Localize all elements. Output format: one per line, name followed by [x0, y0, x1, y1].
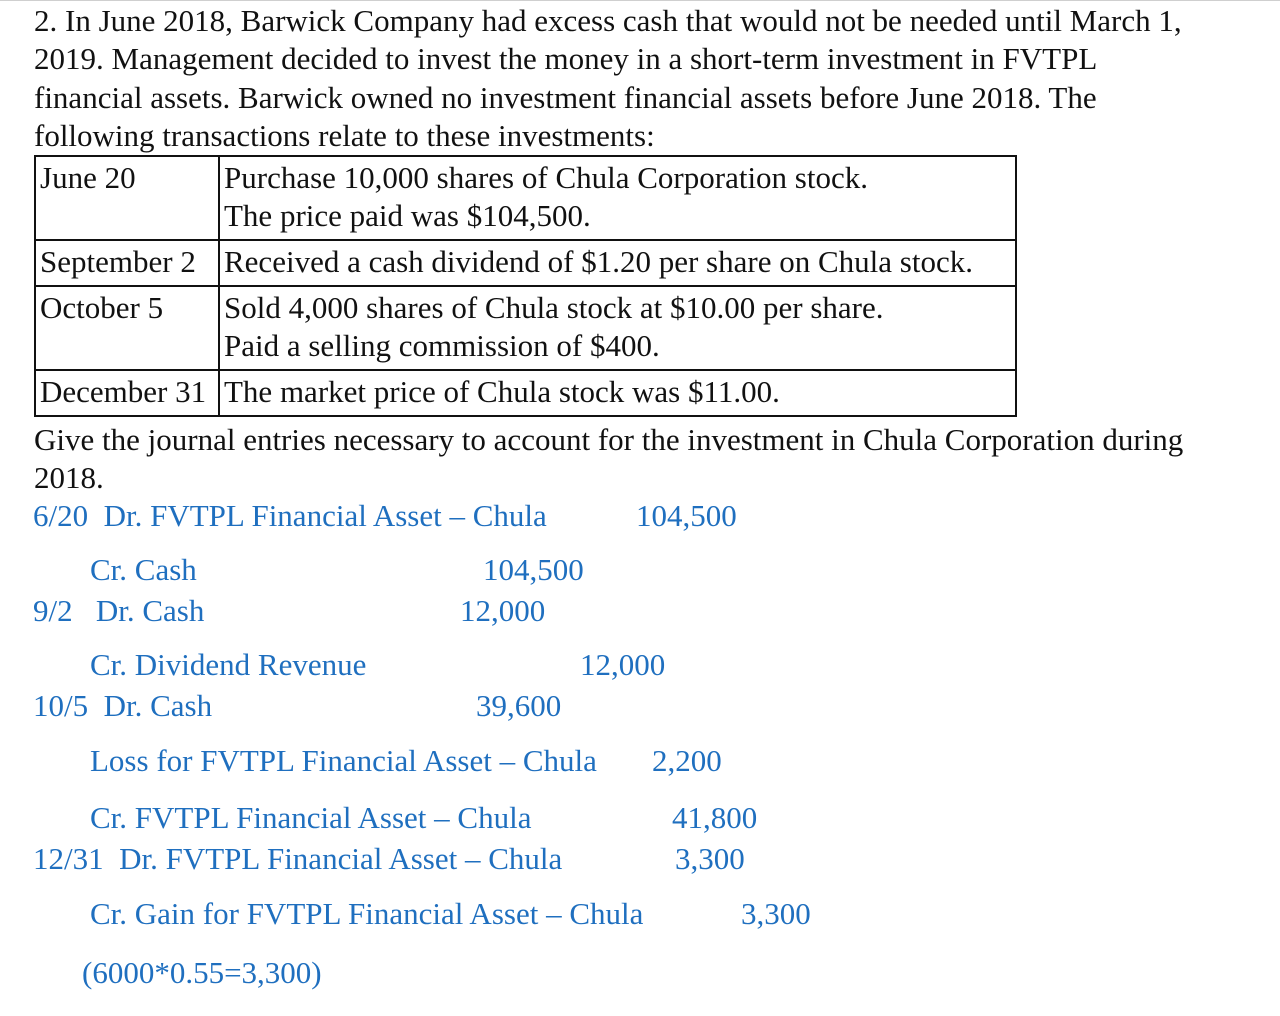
transaction-line: Sold 4,000 shares of Chula stock at $10.00 per share.: [224, 290, 884, 325]
entry-3-credit-amount: 41,800: [672, 800, 758, 835]
question-line-1: 2. In June 2018, Barwick Company had excess cash that would not be needed until March 1,: [34, 3, 1182, 38]
entry-1-debit: 6/20 Dr. FVTPL Financial Asset – Chula: [33, 498, 547, 533]
transaction-line: Paid a selling commission of $400.: [224, 328, 660, 363]
entry-4-debit-amount: 3,300: [675, 841, 745, 876]
entry-2-debit-amount: 12,000: [460, 593, 546, 628]
transaction-description: [219, 240, 1016, 286]
entry-3-debit-amount: 39,600: [476, 688, 562, 723]
question-line-2: 2019. Management decided to invest the money in a short-term investment in FVTPL: [34, 41, 1098, 76]
table-row: [35, 240, 1016, 286]
entry-3-debit: 10/5 Dr. Cash: [33, 688, 213, 723]
transaction-description: [219, 370, 1016, 416]
question-line-4: following transactions relate to these investments:: [34, 118, 655, 153]
entry-3-loss-amount: 2,200: [652, 743, 722, 778]
entry-2-debit: 9/2 Dr. Cash: [33, 593, 205, 628]
transaction-date: October 5: [35, 286, 219, 370]
transaction-line: Purchase 10,000 shares of Chula Corporation stock.: [224, 160, 868, 195]
transaction-line: The market price of Chula stock was $11.00.: [224, 374, 780, 409]
entry-4-credit: Cr. Gain for FVTPL Financial Asset – Chula: [90, 896, 644, 931]
transaction-description: [219, 156, 1016, 240]
entry-1-credit: Cr. Cash: [90, 552, 197, 587]
transaction-line: The price paid was $104,500.: [224, 198, 591, 233]
entry-2-credit-amount: 12,000: [580, 647, 666, 682]
entry-1-debit-amount: 104,500: [636, 498, 737, 533]
table-row: [35, 286, 1016, 370]
transactions-table: [34, 155, 1017, 417]
entry-3-credit: Cr. FVTPL Financial Asset – Chula: [90, 800, 532, 835]
transaction-date: September 2: [35, 240, 219, 286]
entry-1-credit-amount: 104,500: [483, 552, 584, 587]
entry-4-debit: 12/31 Dr. FVTPL Financial Asset – Chula: [33, 841, 563, 876]
table-row: [35, 370, 1016, 416]
entry-4-credit-amount: 3,300: [741, 896, 811, 931]
question-line-3: financial assets. Barwick owned no investment financial assets before June 2018. The: [34, 80, 1097, 115]
top-border-line: [0, 0, 1280, 1]
instruction-line-2: 2018.: [34, 460, 104, 495]
entry-3-loss: Loss for FVTPL Financial Asset – Chula: [90, 743, 597, 778]
transaction-date: June 20: [35, 156, 219, 240]
transaction-line: Received a cash dividend of $1.20 per share on Chula stock.: [224, 244, 973, 279]
table-row: [35, 156, 1016, 240]
transaction-description: [219, 286, 1016, 370]
entry-2-credit: Cr. Dividend Revenue: [90, 647, 367, 682]
calculation-note: (6000*0.55=3,300): [82, 955, 322, 990]
instruction-line-1: Give the journal entries necessary to account for the investment in Chula Corporation during: [34, 422, 1184, 457]
transaction-date: December 31: [35, 370, 219, 416]
